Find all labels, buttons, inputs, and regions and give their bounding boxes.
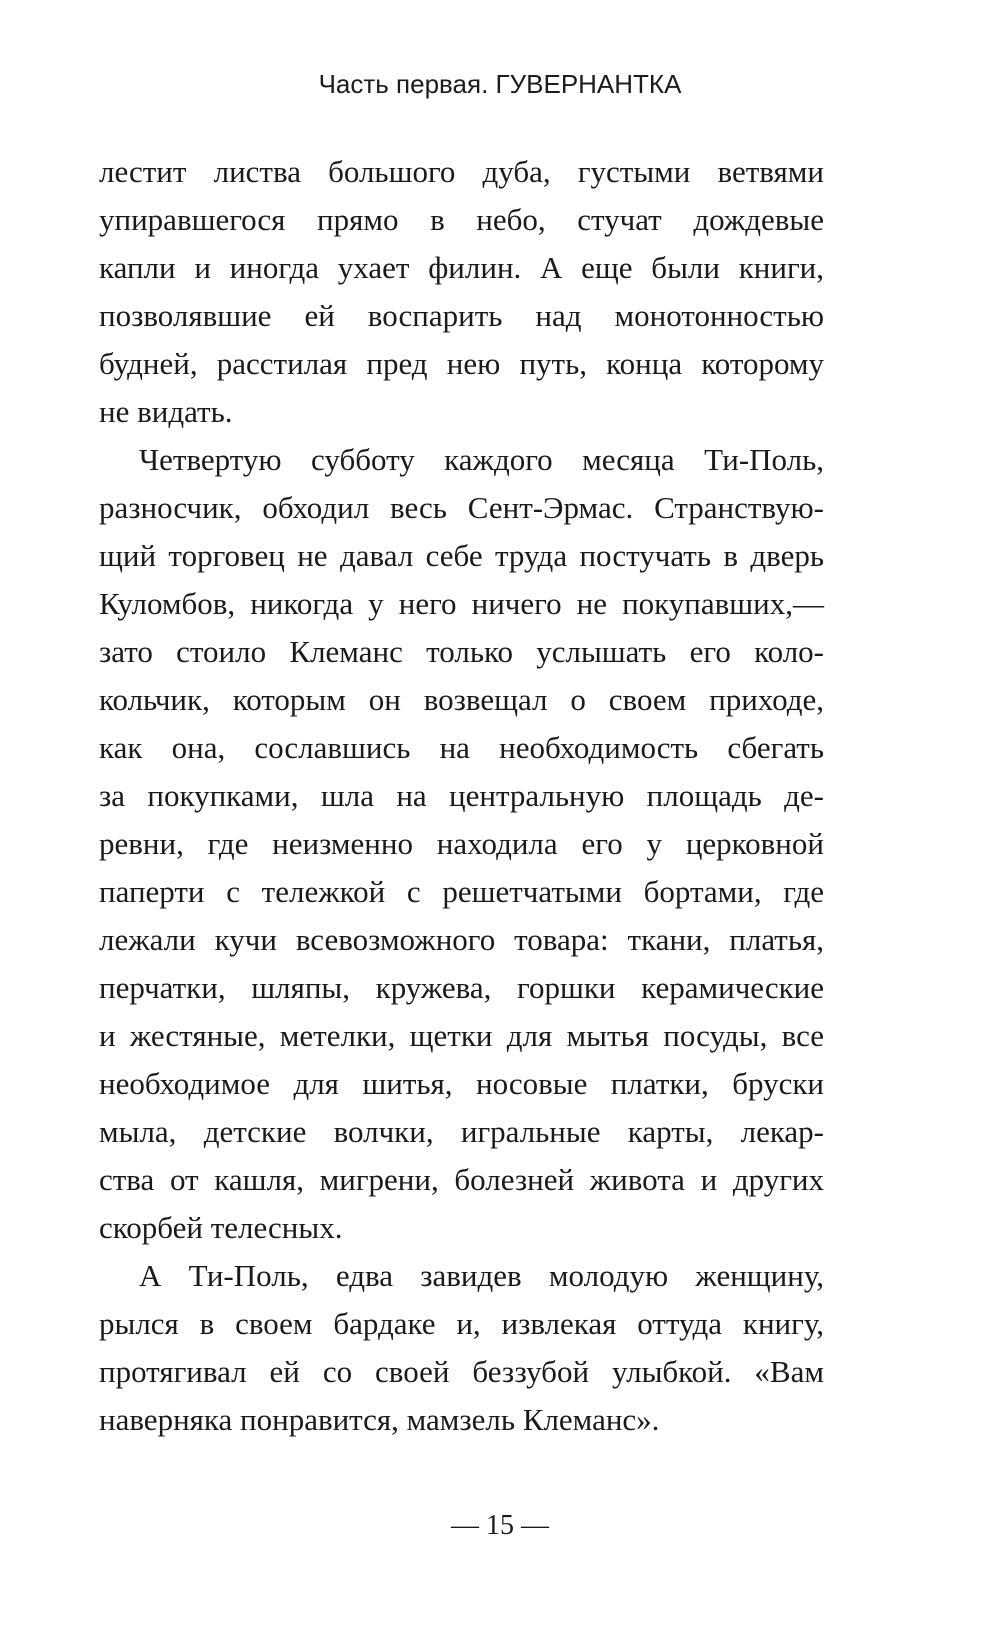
text-line: не видать. — [99, 394, 233, 429]
text-line: Куломбов, никогда у него ничего не покупавших,— — [99, 586, 824, 621]
text-line: Четвертую субботу каждого месяца Ти-Поль, — [139, 442, 824, 477]
text-line: зато стоило Клеманс только услышать его коло- — [99, 634, 824, 669]
text-line: лестит листва большого дуба, густыми ветвями — [99, 154, 824, 189]
text-line: А Ти-Поль, едва завидев молодую женщину, — [139, 1258, 824, 1293]
text-line: ревни, где неизменно находила его у церковной — [99, 826, 824, 861]
text-line: наверняка понравится, мамзель Клеманс». — [99, 1402, 660, 1437]
text-line: мыла, детские волчки, игральные карты, лекар- — [99, 1114, 824, 1149]
text-line: капли и иногда ухает филин. А еще были книги, — [99, 250, 824, 285]
text-line: протягивал ей со своей беззубой улыбкой. «Вам — [99, 1354, 824, 1389]
text-line: паперти с тележкой с решетчатыми бортами, где — [99, 874, 824, 909]
text-line: будней, расстилая пред нею путь, конца которому — [99, 346, 824, 381]
text-line: позволявшие ей воспарить над монотонностью — [99, 298, 824, 333]
text-line: необходимое для шитья, носовые платки, бруски — [99, 1066, 824, 1101]
text-line: как она, сославшись на необходимость сбегать — [99, 730, 824, 765]
text-line: рылся в своем бардаке и, извлекая оттуда книгу, — [99, 1306, 824, 1341]
text-line: и жестяные, метелки, щетки для мытья посуды, все — [99, 1018, 824, 1053]
page-number: — 15 — — [451, 1510, 549, 1541]
text-line: ства от кашля, мигрени, болезней живота и других — [99, 1162, 824, 1197]
text-line: щий торговец не давал себе труда постучать в дверь — [99, 538, 824, 573]
text-line: скорбей телесных. — [99, 1210, 343, 1245]
body-text — [99, 148, 824, 1444]
text-line: лежали кучи всевозможного товара: ткани, платья, — [99, 922, 824, 957]
text-line: за покупками, шла на центральную площадь де- — [99, 778, 824, 813]
text-line: упиравшегося прямо в небо, стучат дождевые — [99, 202, 824, 237]
text-line: перчатки, шляпы, кружева, горшки керамические — [99, 970, 824, 1005]
text-line: кольчик, которым он возвещал о своем приходе, — [99, 682, 824, 717]
running-header: Часть первая. ГУВЕРНАНТКА — [318, 69, 682, 99]
text-line: разносчик, обходил весь Сент-Эрмас. Странствую- — [99, 490, 824, 525]
